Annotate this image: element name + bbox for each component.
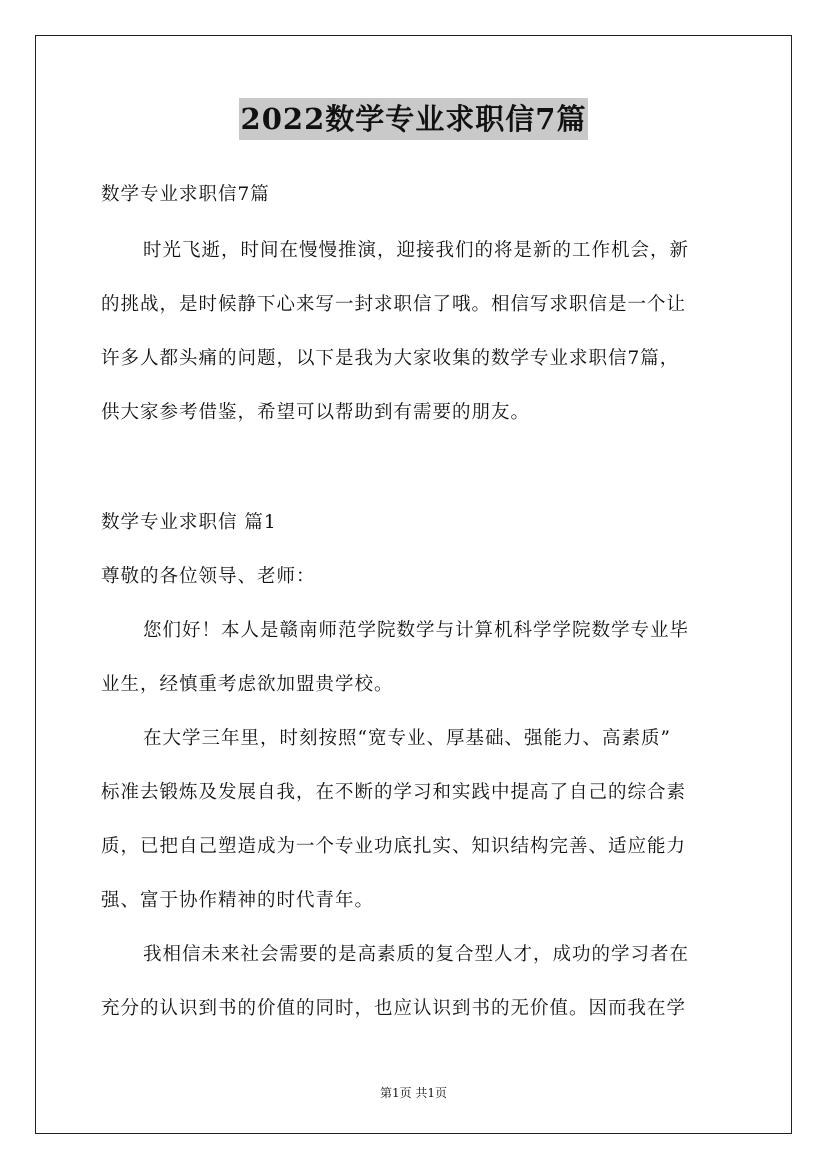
body-line: 充分的认识到书的价值的同时，也应认识到书的无价值。因而我在学: [101, 998, 687, 1019]
body-line: 强、富于协作精神的时代青年。: [101, 890, 375, 911]
body-line: 业生，经慎重考虑欲加盟贵学校。: [101, 674, 394, 695]
intro-line: 的挑战，是时候静下心来写一封求职信了哦。相信写求职信是一个让: [101, 294, 687, 315]
intro-line: 供大家参考借鉴，希望可以帮助到有需要的朋友。: [101, 402, 531, 423]
intro-line: 许多人都头痛的问题，以下是我为大家收集的数学专业求职信7篇，: [101, 348, 680, 369]
document-title: 2022数学专业求职信7篇: [239, 98, 589, 140]
salutation: 尊敬的各位领导、老师：: [101, 566, 316, 587]
title-container: [0, 98, 827, 140]
subtitle: 数学专业求职信7篇: [101, 184, 270, 205]
body-line: 在大学三年里，时刻按照“宽专业、厚基础、强能力、高素质”: [143, 728, 671, 749]
page-footer: 第1页 共1页: [379, 1086, 448, 1100]
intro-line: 时光飞逝，时间在慢慢推演，迎接我们的将是新的工作机会，新: [143, 240, 690, 261]
body-line: 质，已把自己塑造成为一个专业功底扎实、知识结构完善、适应能力: [101, 836, 687, 857]
body-line: 标准去锻炼及发展自我，在不断的学习和实践中提高了自己的综合素: [101, 782, 687, 803]
body-line: 您们好！本人是赣南师范学院数学与计算机科学学院数学专业毕: [143, 620, 690, 641]
section-heading: 数学专业求职信 篇1: [101, 512, 277, 533]
body-line: 我相信未来社会需要的是高素质的复合型人才，成功的学习者在: [143, 944, 690, 965]
